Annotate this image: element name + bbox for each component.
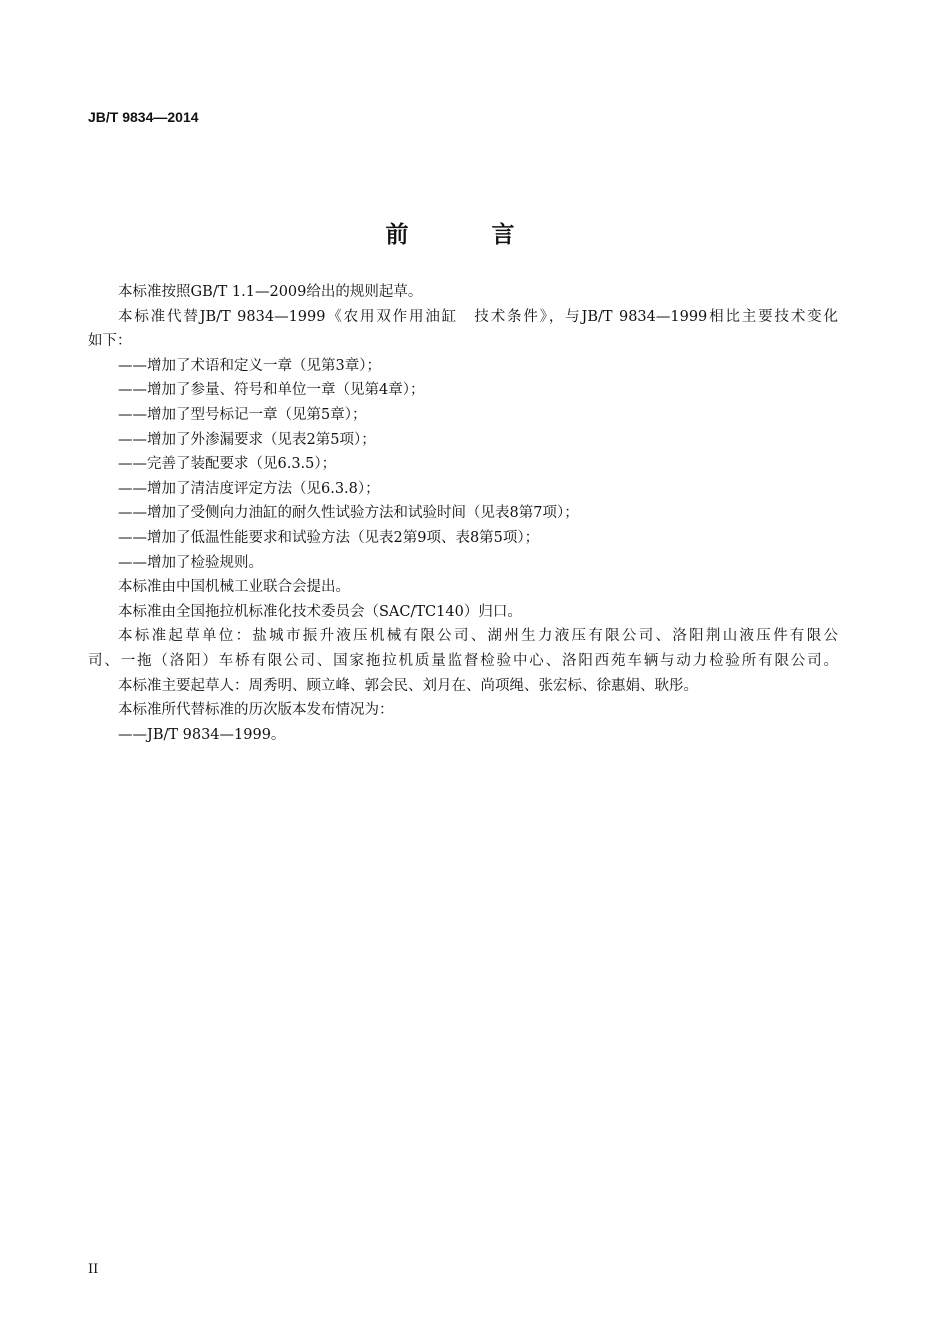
list-item: ——增加了检验规则。: [118, 554, 263, 571]
paragraph-line: 本标准主要起草人：周秀明、顾立峰、郭会民、刘月在、尚项绳、张宏标、徐惠娟、耿彤。: [118, 677, 698, 694]
paragraph-line: 司、一拖（洛阳）车桥有限公司、国家拖拉机质量监督检验中心、洛阳西苑车辆与动力检验所有限公司。: [88, 652, 838, 669]
paragraph-line: 本标准起草单位：盐城市振升液压机械有限公司、湖州生力液压有限公司、洛阳荆山液压件有限公: [118, 628, 838, 645]
list-item: ——增加了外渗漏要求（见表2第5项）；: [118, 431, 376, 448]
list-item: ——增加了参量、符号和单位一章（见第4章）；: [118, 382, 425, 399]
list-item: ——增加了型号标记一章（见第5章）；: [118, 406, 367, 423]
paragraph-line: 本标准代替JB/T 9834—1999《农用双作用油缸 技术条件》，与JB/T 9834—1999相比主要技术变化: [118, 308, 838, 325]
page-number: II: [88, 1262, 99, 1277]
list-item: ——增加了术语和定义一章（见第3章）；: [118, 357, 381, 374]
list-item: ——增加了清洁度评定方法（见6.3.8）；: [118, 480, 380, 497]
paragraph-line: 本标准所代替标准的历次版本发布情况为：: [118, 702, 394, 719]
foreword-body: [88, 280, 838, 747]
paragraph-line: 本标准按照GB/T 1.1—2009给出的规则起草。: [118, 284, 423, 300]
list-item: ——增加了受侧向力油缸的耐久性试验方法和试验时间（见表8第7项）；: [118, 505, 579, 522]
paragraph-line: 本标准由中国机械工业联合会提出。: [118, 579, 350, 596]
paragraph-line: 如下：: [88, 333, 132, 350]
list-item: ——完善了装配要求（见6.3.5）；: [118, 456, 337, 473]
page-title: 前 言: [385, 221, 545, 248]
paragraph-line: 本标准由全国拖拉机标准化技术委员会（SAC/TC140）归口。: [118, 603, 522, 620]
list-item: ——JB/T 9834—1999。: [118, 726, 286, 743]
document-number-header: JB/T 9834—2014: [88, 109, 199, 125]
list-item: ——增加了低温性能要求和试验方法（见表2第9项、表8第5项）；: [118, 529, 540, 546]
